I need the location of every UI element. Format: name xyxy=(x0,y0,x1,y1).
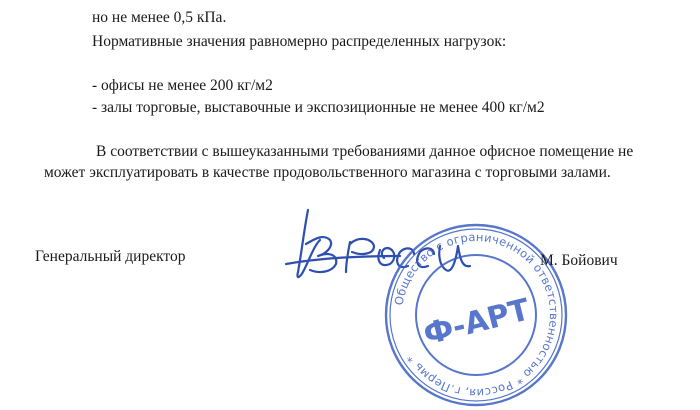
company-seal xyxy=(376,220,576,410)
signatory-position: Генеральный директор xyxy=(35,248,186,265)
list-item-offices: - офисы не менее 200 кг/м2 xyxy=(92,77,273,94)
signatory-name: М. Бойович xyxy=(540,252,618,269)
body-text-line: но не менее 0,5 кПа. xyxy=(92,9,227,26)
conclusion-line-1: В соответствии с вышеуказанными требованиями данное офисное помещение не xyxy=(96,143,634,160)
seal-center-text: Ф-АРТ xyxy=(420,292,534,353)
seal-ring-text: Общество с ограниченной ответственностью * Россия, г.Пермь * xyxy=(391,229,562,401)
loads-heading: Нормативные значения равномерно распределенных нагрузок: xyxy=(92,33,507,50)
conclusion-line-2: может эксплуатировать в качестве продовольственного магазина с торговыми залами. xyxy=(44,164,611,181)
list-item-halls: - залы торговые, выставочные и экспозиционные не менее 400 кг/м2 xyxy=(92,99,545,116)
